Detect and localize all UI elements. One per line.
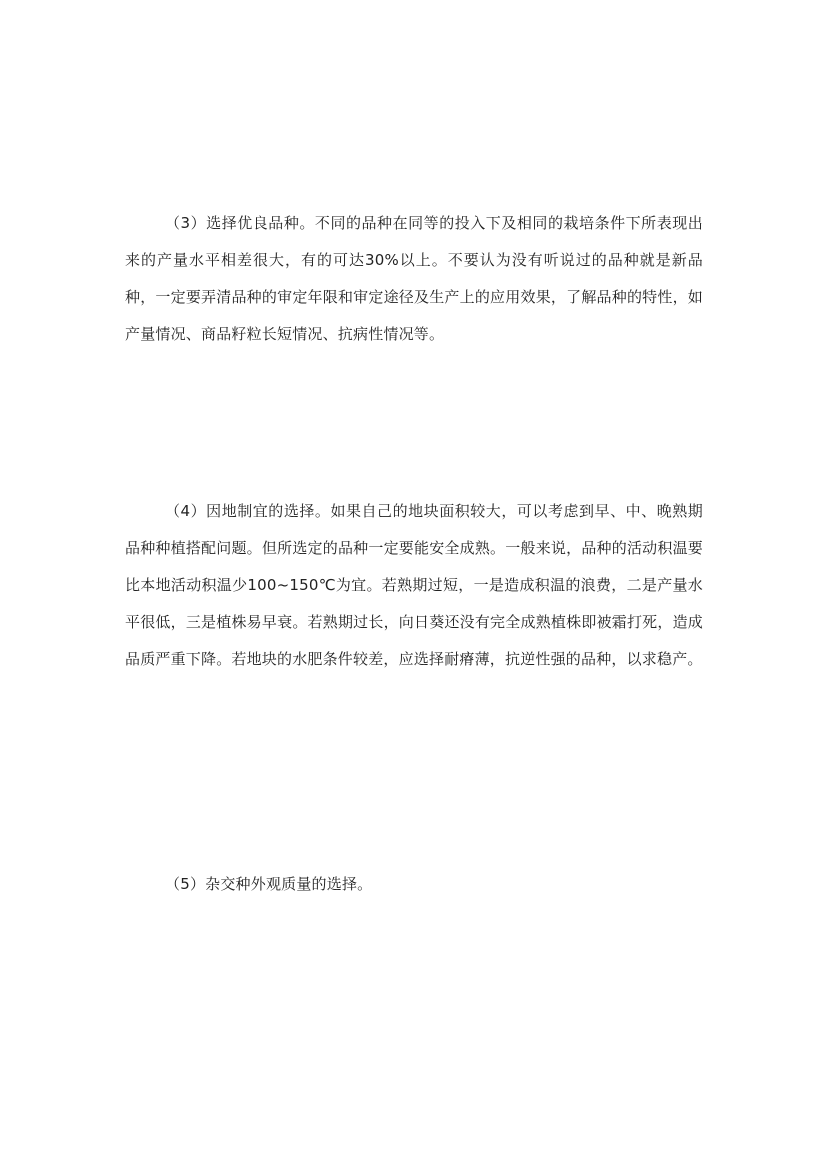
- paragraph-variety-selection: （3）选择优良品种。不同的品种在同等的投入下及相同的栽培条件下所表现出来的产量水平相差很大，有的可达30%以上。不要认为没有听说过的品种就是新品种，一定要弄清品种的审定年限和审定途径及生产上的应用效果，了解品种的特性，如产量情况、商品籽粒长短情况、抗病性情况等。: [125, 214, 703, 343]
- paragraph-hybrid-appearance: （5）杂交种外观质量的选择。: [165, 875, 373, 893]
- paragraph-local-conditions: （4）因地制宜的选择。如果自己的地块面积较大，可以考虑到早、中、晚熟期品种种植搭配问题。但所选定的品种一定要能安全成熟。一般来说，品种的活动积温要比本地活动积温少100~150℃为宜。若熟期过短，一是造成积温的浪费，二是产量水平很低，三是植株易早衰。若熟期过长，向日葵还没有完全成熟植株即被霜打死，造成品质严重下降。若地块的水肥条件较差，应选择耐瘠薄，抗逆性强的品种，以求稳产。: [125, 502, 703, 668]
